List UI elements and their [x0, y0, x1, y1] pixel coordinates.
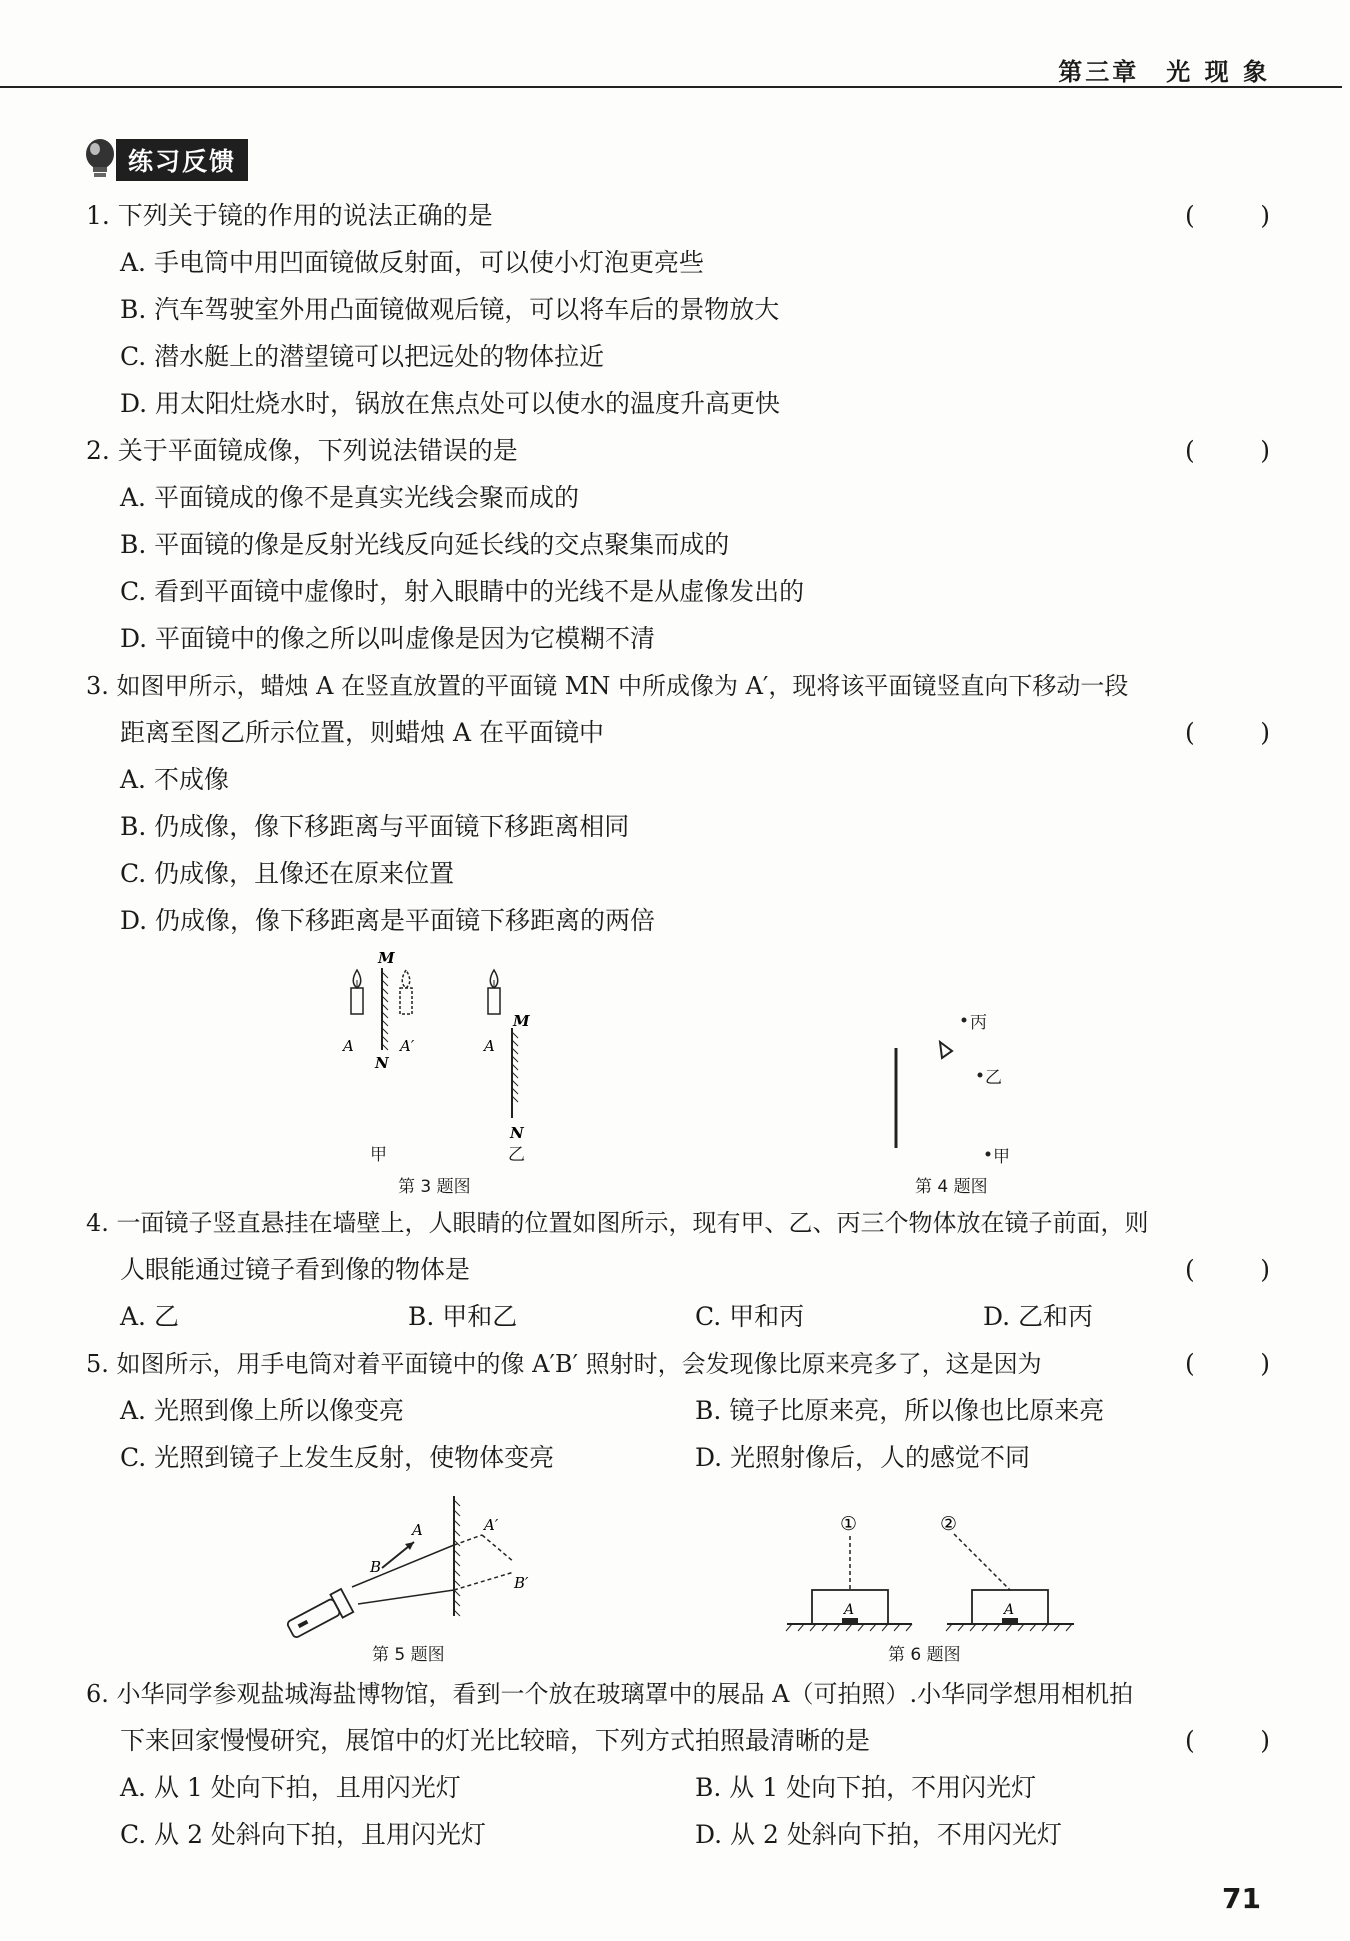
- figure-5: [282, 1490, 552, 1645]
- candle-a-yi: [488, 970, 500, 1014]
- fig6-label-1: ①: [840, 1513, 858, 1535]
- q3-option-c: C. 仍成像，且像还在原来位置: [120, 859, 455, 888]
- q3-answer-paren[interactable]: ( ): [1185, 718, 1270, 747]
- figure-3: [330, 948, 550, 1142]
- fig4-label-jia: 甲: [993, 1147, 1010, 1167]
- fig3-label-n-jia: N: [375, 1054, 389, 1072]
- q2-answer-paren[interactable]: ( ): [1185, 436, 1270, 465]
- q2-option-c: C. 看到平面镜中虚像时，射入眼睛中的光线不是从虚像发出的: [120, 577, 805, 606]
- virtual-ray-lower: [454, 1572, 514, 1590]
- header-rule: [0, 86, 1342, 88]
- q6-option-a: A. 从 1 处向下拍，且用闪光灯: [120, 1773, 461, 1802]
- eye-icon: [940, 1042, 952, 1058]
- q1-stem: 1. 下列关于镜的作用的说法正确的是: [86, 201, 493, 230]
- q1-option-d: D. 用太阳灶烧水时，锅放在焦点处可以使水的温度升高更快: [120, 389, 781, 418]
- q6-option-b: B. 从 1 处向下拍，不用闪光灯: [695, 1773, 1037, 1802]
- fig5-caption: 第 5 题图: [372, 1645, 445, 1665]
- q2-option-b: B. 平面镜的像是反射光线反向延长线的交点聚集而成的: [120, 530, 730, 559]
- mirror-mn-jia: [382, 968, 388, 1050]
- fig6-label-2: ②: [940, 1513, 958, 1535]
- fig5-label-a-prime: A′: [484, 1516, 499, 1534]
- fig6-label-a-2: A: [1004, 1602, 1015, 1618]
- q2-option-d: D. 平面镜中的像之所以叫虚像是因为它模糊不清: [120, 624, 656, 653]
- fig3-label-a-jia: A: [343, 1037, 354, 1055]
- fig4-label-yi: 乙: [985, 1068, 1002, 1088]
- q6-stem-line2: 下来回家慢慢研究，展馆中的灯光比较暗，下列方式拍照最清晰的是: [120, 1726, 871, 1755]
- q5-option-c: C. 光照到镜子上发生反射，使物体变亮: [120, 1443, 555, 1472]
- object-bing-dot: [962, 1018, 967, 1023]
- fig5-label-a: A: [412, 1521, 423, 1539]
- fig4-caption: 第 4 题图: [915, 1177, 988, 1197]
- q2-stem: 2. 关于平面镜成像，下列说法错误的是: [86, 436, 518, 465]
- object-jia-dot: [986, 1152, 991, 1157]
- chapter-title: 第三章 光 现 象: [1058, 58, 1270, 86]
- q5-stem: 5. 如图所示，用手电筒对着平面镜中的像 A′B′ 照射时，会发现像比原来亮多了，这是因为: [86, 1350, 1042, 1378]
- fig3-label-m-yi: M: [513, 1012, 530, 1030]
- object-yi-dot: [978, 1073, 983, 1078]
- q3-option-b: B. 仍成像，像下移距离与平面镜下移距离相同: [120, 812, 630, 841]
- view-line-2: [954, 1534, 1010, 1590]
- q3-option-a: A. 不成像: [120, 765, 229, 794]
- fig4-label-bing: 丙: [970, 1013, 987, 1033]
- page-header: [0, 0, 1350, 92]
- flashlight-icon: [285, 1589, 354, 1642]
- mirror-mn-yi: [512, 1028, 518, 1118]
- q6-stem-line1: 6. 小华同学参观盐城海盐博物馆，看到一个放在玻璃罩中的展品 A（可拍照）.小华同学想用相机拍: [86, 1680, 1134, 1708]
- fig5-label-b-prime: B′: [514, 1574, 529, 1592]
- section-badge-label: 练习反馈: [116, 139, 248, 181]
- fig6-caption: 第 6 题图: [888, 1645, 961, 1665]
- plane-mirror: [454, 1496, 460, 1616]
- q4-answer-paren[interactable]: ( ): [1185, 1255, 1270, 1284]
- fig3-label-n-yi: N: [510, 1124, 524, 1142]
- q6-answer-paren[interactable]: ( ): [1185, 1726, 1270, 1755]
- q5-option-d: D. 光照射像后，人的感觉不同: [695, 1443, 1031, 1472]
- q1-option-b: B. 汽车驾驶室外用凸面镜做观后镜，可以将车后的景物放大: [120, 295, 780, 324]
- q4-stem-line1: 4. 一面镜子竖直悬挂在墙壁上，人眼睛的位置如图所示，现有甲、乙、丙三个物体放在镜子前面，则: [86, 1209, 1149, 1237]
- q2-option-a: A. 平面镜成的像不是真实光线会聚而成的: [120, 483, 579, 512]
- q5-option-b: B. 镜子比原来亮，所以像也比原来亮: [695, 1396, 1105, 1425]
- fig3-label-jia: 甲: [370, 1145, 387, 1165]
- q1-answer-paren[interactable]: ( ): [1185, 201, 1270, 230]
- fig3-label-a-prime: A′: [400, 1037, 415, 1055]
- fig3-label-yi: 乙: [508, 1145, 525, 1165]
- section-badge: [82, 140, 248, 180]
- q6-option-d: D. 从 2 处斜向下拍，不用闪光灯: [695, 1820, 1062, 1849]
- fig6-label-a-1: A: [844, 1602, 855, 1618]
- candle-a-jia: [351, 970, 363, 1014]
- q4-stem-line2: 人眼能通过镜子看到像的物体是: [120, 1255, 471, 1284]
- light-beam-lower: [358, 1590, 454, 1604]
- fig5-label-b: B: [370, 1558, 382, 1576]
- fig3-caption: 第 3 题图: [398, 1177, 471, 1197]
- figure-4: [880, 1000, 1030, 1160]
- q3-stem-line1: 3. 如图甲所示，蜡烛 A 在竖直放置的平面镜 MN 中所成像为 A′，现将该平面镜竖直向下移动一段: [86, 672, 1129, 700]
- q3-option-d: D. 仍成像，像下移距离是平面镜下移距离的两倍: [120, 906, 656, 935]
- q4-option-a: A. 乙: [120, 1302, 179, 1331]
- q1-option-a: A. 手电筒中用凹面镜做反射面，可以使小灯泡更亮些: [120, 248, 704, 277]
- q3-stem-line2: 距离至图乙所示位置，则蜡烛 A 在平面镜中: [120, 718, 604, 747]
- q4-option-d: D. 乙和丙: [983, 1302, 1094, 1331]
- image-a-prime-b-prime: [482, 1535, 514, 1562]
- page-number: 71: [1222, 1882, 1261, 1915]
- q5-answer-paren[interactable]: ( ): [1185, 1349, 1270, 1378]
- q4-option-b: B. 甲和乙: [408, 1302, 518, 1331]
- figure-6: [782, 1510, 1082, 1635]
- q6-option-c: C. 从 2 处斜向下拍，且用闪光灯: [120, 1820, 486, 1849]
- q1-option-c: C. 潜水艇上的潜望镜可以把远处的物体拉近: [120, 342, 605, 371]
- candle-image-a-prime: [400, 970, 412, 1014]
- q4-option-c: C. 甲和丙: [695, 1302, 805, 1331]
- q5-option-a: A. 光照到像上所以像变亮: [120, 1396, 404, 1425]
- fig3-label-a-yi: A: [484, 1037, 495, 1055]
- fig3-label-m-jia: M: [378, 949, 395, 967]
